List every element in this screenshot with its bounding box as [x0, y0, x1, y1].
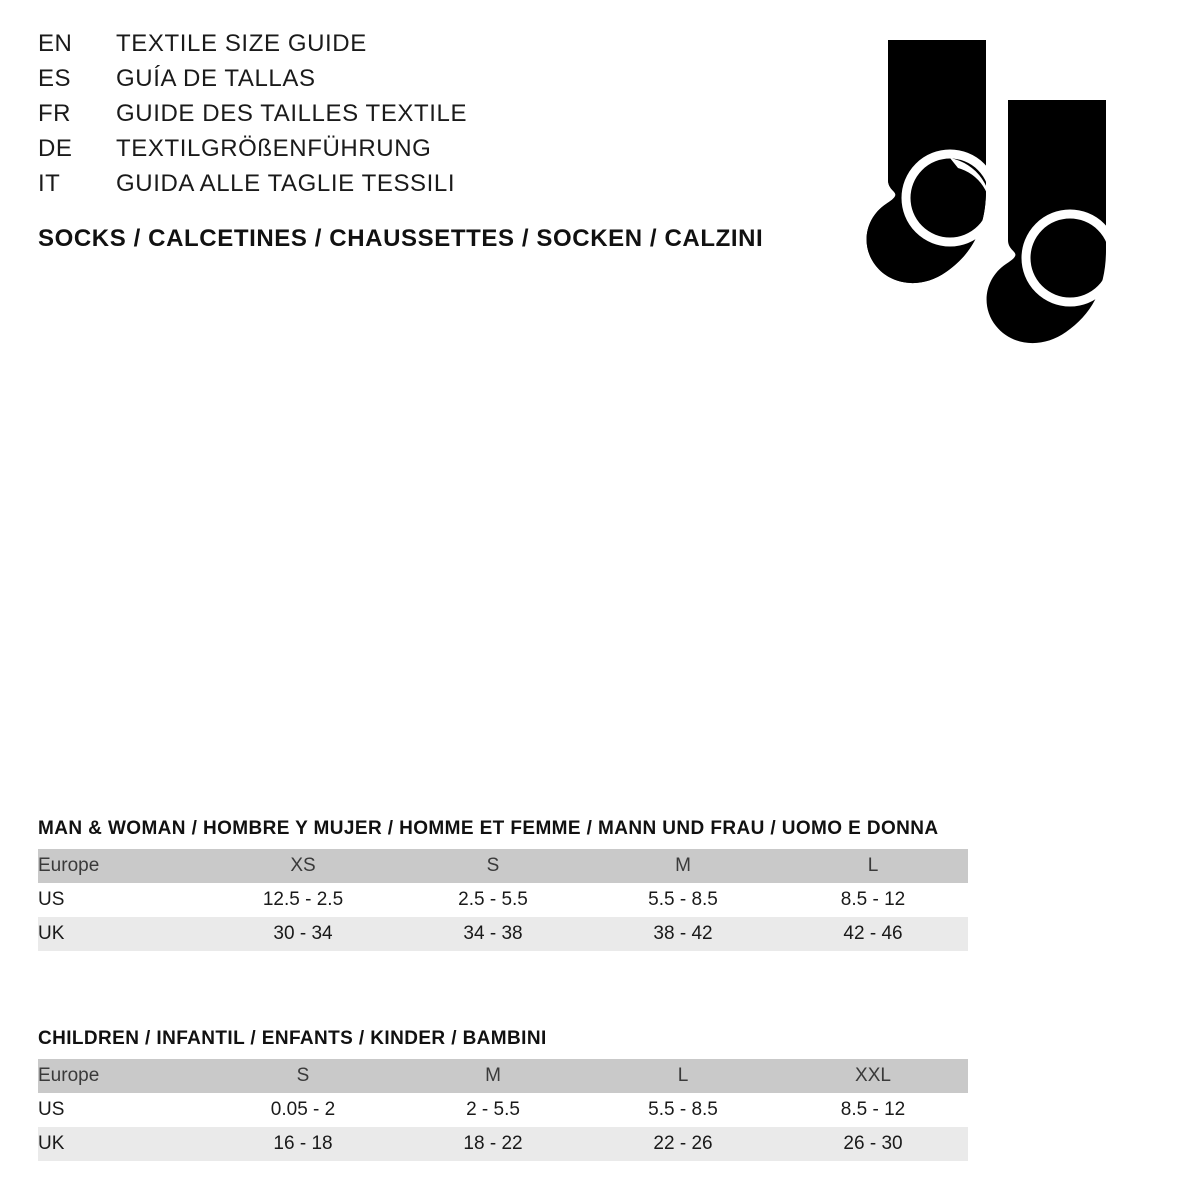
- cell-value: 8.5 - 12: [778, 1093, 968, 1127]
- table-row: [38, 1093, 968, 1127]
- adult-section-title: MAN & WOMAN / HOMBRE Y MUJER / HOMME ET FEMME / MANN UND FRAU / UOMO E DONNA: [38, 818, 939, 839]
- cell-value: 8.5 - 12: [778, 883, 968, 917]
- cell-value: 18 - 22: [398, 1127, 588, 1161]
- language-row: [38, 30, 798, 65]
- cell-value: 38 - 42: [588, 917, 778, 951]
- table-row: [38, 917, 968, 951]
- cell-value: L: [778, 849, 968, 883]
- page-title: SOCKS / CALCETINES / CHAUSSETTES / SOCKEN / CALZINI: [38, 225, 764, 252]
- cell-value: XXL: [778, 1059, 968, 1093]
- cell-value: 16 - 18: [208, 1127, 398, 1161]
- row-label: UK: [38, 1127, 208, 1161]
- adult-size-section: [38, 818, 968, 951]
- size-guide-header: [38, 30, 798, 253]
- adult-size-table: [38, 849, 968, 951]
- language-code-es: ES: [38, 65, 72, 92]
- cell-value: L: [588, 1059, 778, 1093]
- language-text-fr: GUIDE DES TAILLES TEXTILE: [116, 100, 468, 127]
- cell-value: 34 - 38: [398, 917, 588, 951]
- cell-value: 22 - 26: [588, 1127, 778, 1161]
- cell-value: S: [398, 849, 588, 883]
- language-row: [38, 65, 798, 100]
- cell-value: M: [398, 1059, 588, 1093]
- socks-illustration: [800, 30, 1130, 370]
- table-row: [38, 1059, 968, 1093]
- language-code-fr: FR: [38, 100, 71, 127]
- row-label: Europe: [38, 849, 208, 883]
- language-text-en: TEXTILE SIZE GUIDE: [116, 30, 367, 57]
- language-row: [38, 170, 798, 205]
- language-row: [38, 135, 798, 170]
- children-section-title: CHILDREN / INFANTIL / ENFANTS / KINDER / BAMBINI: [38, 1028, 547, 1049]
- language-code-de: DE: [38, 135, 73, 162]
- cell-value: 5.5 - 8.5: [588, 1093, 778, 1127]
- cell-value: 0.05 - 2: [208, 1093, 398, 1127]
- language-code-en: EN: [38, 30, 73, 57]
- cell-value: 2 - 5.5: [398, 1093, 588, 1127]
- language-code-it: IT: [38, 170, 61, 197]
- cell-value: 26 - 30: [778, 1127, 968, 1161]
- language-text-it: GUIDA ALLE TAGLIE TESSILI: [116, 170, 456, 197]
- children-size-section: [38, 1028, 968, 1161]
- row-label: Europe: [38, 1059, 208, 1093]
- cell-value: 12.5 - 2.5: [208, 883, 398, 917]
- children-size-table: [38, 1059, 968, 1161]
- language-row: [38, 100, 798, 135]
- cell-value: 5.5 - 8.5: [588, 883, 778, 917]
- row-label: US: [38, 1093, 208, 1127]
- row-label: US: [38, 883, 208, 917]
- cell-value: 30 - 34: [208, 917, 398, 951]
- table-row: [38, 1127, 968, 1161]
- cell-value: XS: [208, 849, 398, 883]
- cell-value: 42 - 46: [778, 917, 968, 951]
- table-row: [38, 849, 968, 883]
- cell-value: 2.5 - 5.5: [398, 883, 588, 917]
- cell-value: M: [588, 849, 778, 883]
- language-text-de: TEXTILGRÖßENFÜHRUNG: [116, 135, 432, 162]
- row-label: UK: [38, 917, 208, 951]
- table-row: [38, 883, 968, 917]
- language-text-es: GUÍA DE TALLAS: [116, 65, 316, 92]
- cell-value: S: [208, 1059, 398, 1093]
